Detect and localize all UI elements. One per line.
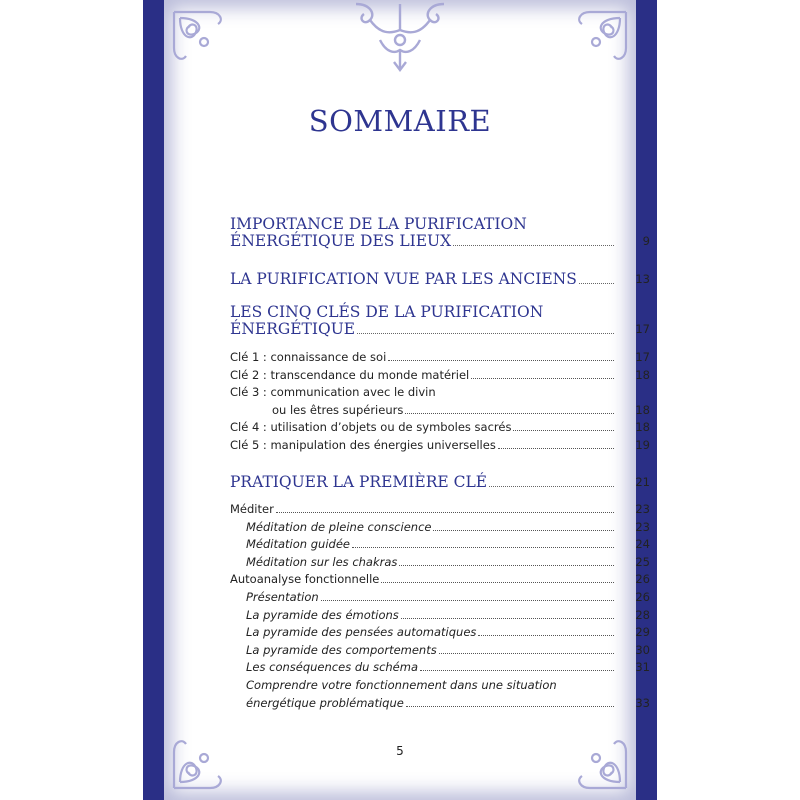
toc-entry-label: Clé 2 : transcendance du monde matériel <box>230 367 470 382</box>
toc-entry <box>230 642 650 660</box>
toc-entry-label: Clé 5 : manipulation des énergies universelles <box>230 437 496 452</box>
page-ref: 9 <box>642 234 650 248</box>
page-ref: 33 <box>635 695 650 710</box>
dot-leader <box>433 529 614 531</box>
page-ref: 31 <box>635 660 650 675</box>
page-ref: 17 <box>635 350 650 364</box>
toc-entry-label: La pyramide des comportements <box>246 642 437 657</box>
toc-section <box>230 270 650 288</box>
toc-entry-label: Méditation guidée <box>246 537 350 552</box>
dot-leader <box>471 377 614 379</box>
top-right-corner-ornament <box>566 8 630 72</box>
toc-section-title-line: ÉNERGÉTIQUE <box>230 320 356 338</box>
page-ref: 29 <box>635 625 650 640</box>
bottom-left-corner-ornament <box>170 728 234 792</box>
dot-leader <box>489 485 614 487</box>
toc-entry <box>230 624 650 642</box>
toc-section <box>230 473 650 491</box>
toc-entry-label: Autoanalyse fonctionnelle <box>230 572 380 587</box>
toc-section-title-line: LA PURIFICATION VUE PAR LES ANCIENS <box>230 270 577 288</box>
page-ref: 26 <box>635 589 650 604</box>
dot-leader <box>352 546 614 548</box>
toc-entry-label: Méditer <box>230 502 274 516</box>
toc-row <box>230 320 650 338</box>
toc-entry <box>230 677 650 712</box>
keys-list <box>230 349 650 455</box>
dot-leader <box>478 634 614 636</box>
page-ref: 18 <box>635 402 650 417</box>
toc-entry-label: Les conséquences du schéma <box>246 660 419 675</box>
toc-row <box>230 473 650 491</box>
toc-entry <box>230 554 650 572</box>
toc-entry <box>230 349 650 367</box>
toc-entry-label-continued: énergétique problématique <box>246 695 404 710</box>
toc-entry <box>230 501 650 519</box>
dot-leader <box>498 447 614 449</box>
toc-entry <box>230 536 650 554</box>
page-content-area <box>164 0 650 800</box>
dot-leader <box>276 511 614 513</box>
top-left-corner-ornament <box>170 8 234 72</box>
page-number: 5 <box>396 744 404 758</box>
toc-entry-label: Clé 4 : utilisation d’objets ou de symboles sacrés <box>230 420 512 435</box>
toc-row <box>246 695 650 713</box>
dot-leader <box>388 359 614 361</box>
page-ref: 23 <box>635 502 650 516</box>
dot-leader <box>406 705 614 707</box>
page-ref: 17 <box>635 322 650 336</box>
toc-entry-label: Méditation sur les chakras <box>246 554 398 569</box>
toc-entry <box>230 419 650 437</box>
dot-leader <box>420 669 614 671</box>
dot-leader <box>405 412 614 414</box>
top-center-ornament <box>350 0 450 72</box>
page-ref: 18 <box>635 367 650 382</box>
dot-leader <box>401 617 614 619</box>
toc-entry-label: Méditation de pleine conscience <box>246 519 432 534</box>
page-ref: 13 <box>635 272 650 286</box>
bottom-right-corner-ornament <box>566 728 630 792</box>
toc-entry <box>230 367 650 385</box>
dot-leader <box>321 599 614 601</box>
toc-row <box>230 270 650 288</box>
toc-section-title-line: IMPORTANCE DE LA PURIFICATION <box>230 215 527 233</box>
toc-entry-label-continued: ou les êtres supérieurs <box>272 402 404 417</box>
page-ref: 23 <box>635 519 650 534</box>
toc-entry <box>230 384 650 419</box>
toc-row <box>230 402 650 420</box>
toc-entry-label: Présentation <box>246 589 319 604</box>
practice-list <box>230 501 650 712</box>
toc-entry-label: La pyramide des émotions <box>246 607 399 622</box>
toc-entry <box>230 589 650 607</box>
dot-leader <box>513 429 614 431</box>
toc-entry <box>230 519 650 537</box>
page-ref: 28 <box>635 607 650 622</box>
page-title: SOMMAIRE <box>308 104 492 138</box>
toc-entry-label: La pyramide des pensées automatiques <box>246 625 477 640</box>
page-ref: 21 <box>635 475 650 489</box>
dot-leader <box>381 581 614 583</box>
toc-entry <box>230 607 650 625</box>
toc-section <box>230 303 650 338</box>
toc-entry <box>230 659 650 677</box>
toc-section-title-line: LES CINQ CLÉS DE LA PURIFICATION <box>230 303 544 321</box>
dot-leader <box>579 282 614 284</box>
page-ref: 18 <box>635 420 650 435</box>
toc-entry-label: Comprendre votre fonctionnement dans une situation <box>246 677 557 692</box>
toc-section <box>230 215 650 250</box>
page-ref: 25 <box>635 554 650 569</box>
toc-section-title-line: PRATIQUER LA PREMIÈRE CLÉ <box>230 473 488 491</box>
toc-entry-label: Clé 3 : communication avec le divin <box>230 385 436 400</box>
page-ref: 26 <box>635 572 650 587</box>
toc-section-title-line: ÉNERGÉTIQUE DES LIEUX <box>230 232 452 250</box>
toc-entry <box>230 571 650 589</box>
dot-leader <box>453 244 614 246</box>
dot-leader <box>399 564 614 566</box>
page-ref: 19 <box>635 437 650 452</box>
page-border <box>143 0 657 800</box>
toc-entry-label: Clé 1 : connaissance de soi <box>230 350 387 364</box>
page-ref: 30 <box>635 642 650 657</box>
toc-entry <box>230 437 650 455</box>
page-ref: 24 <box>635 537 650 552</box>
dot-leader <box>439 652 614 654</box>
toc-row <box>230 232 650 250</box>
dot-leader <box>357 332 614 334</box>
